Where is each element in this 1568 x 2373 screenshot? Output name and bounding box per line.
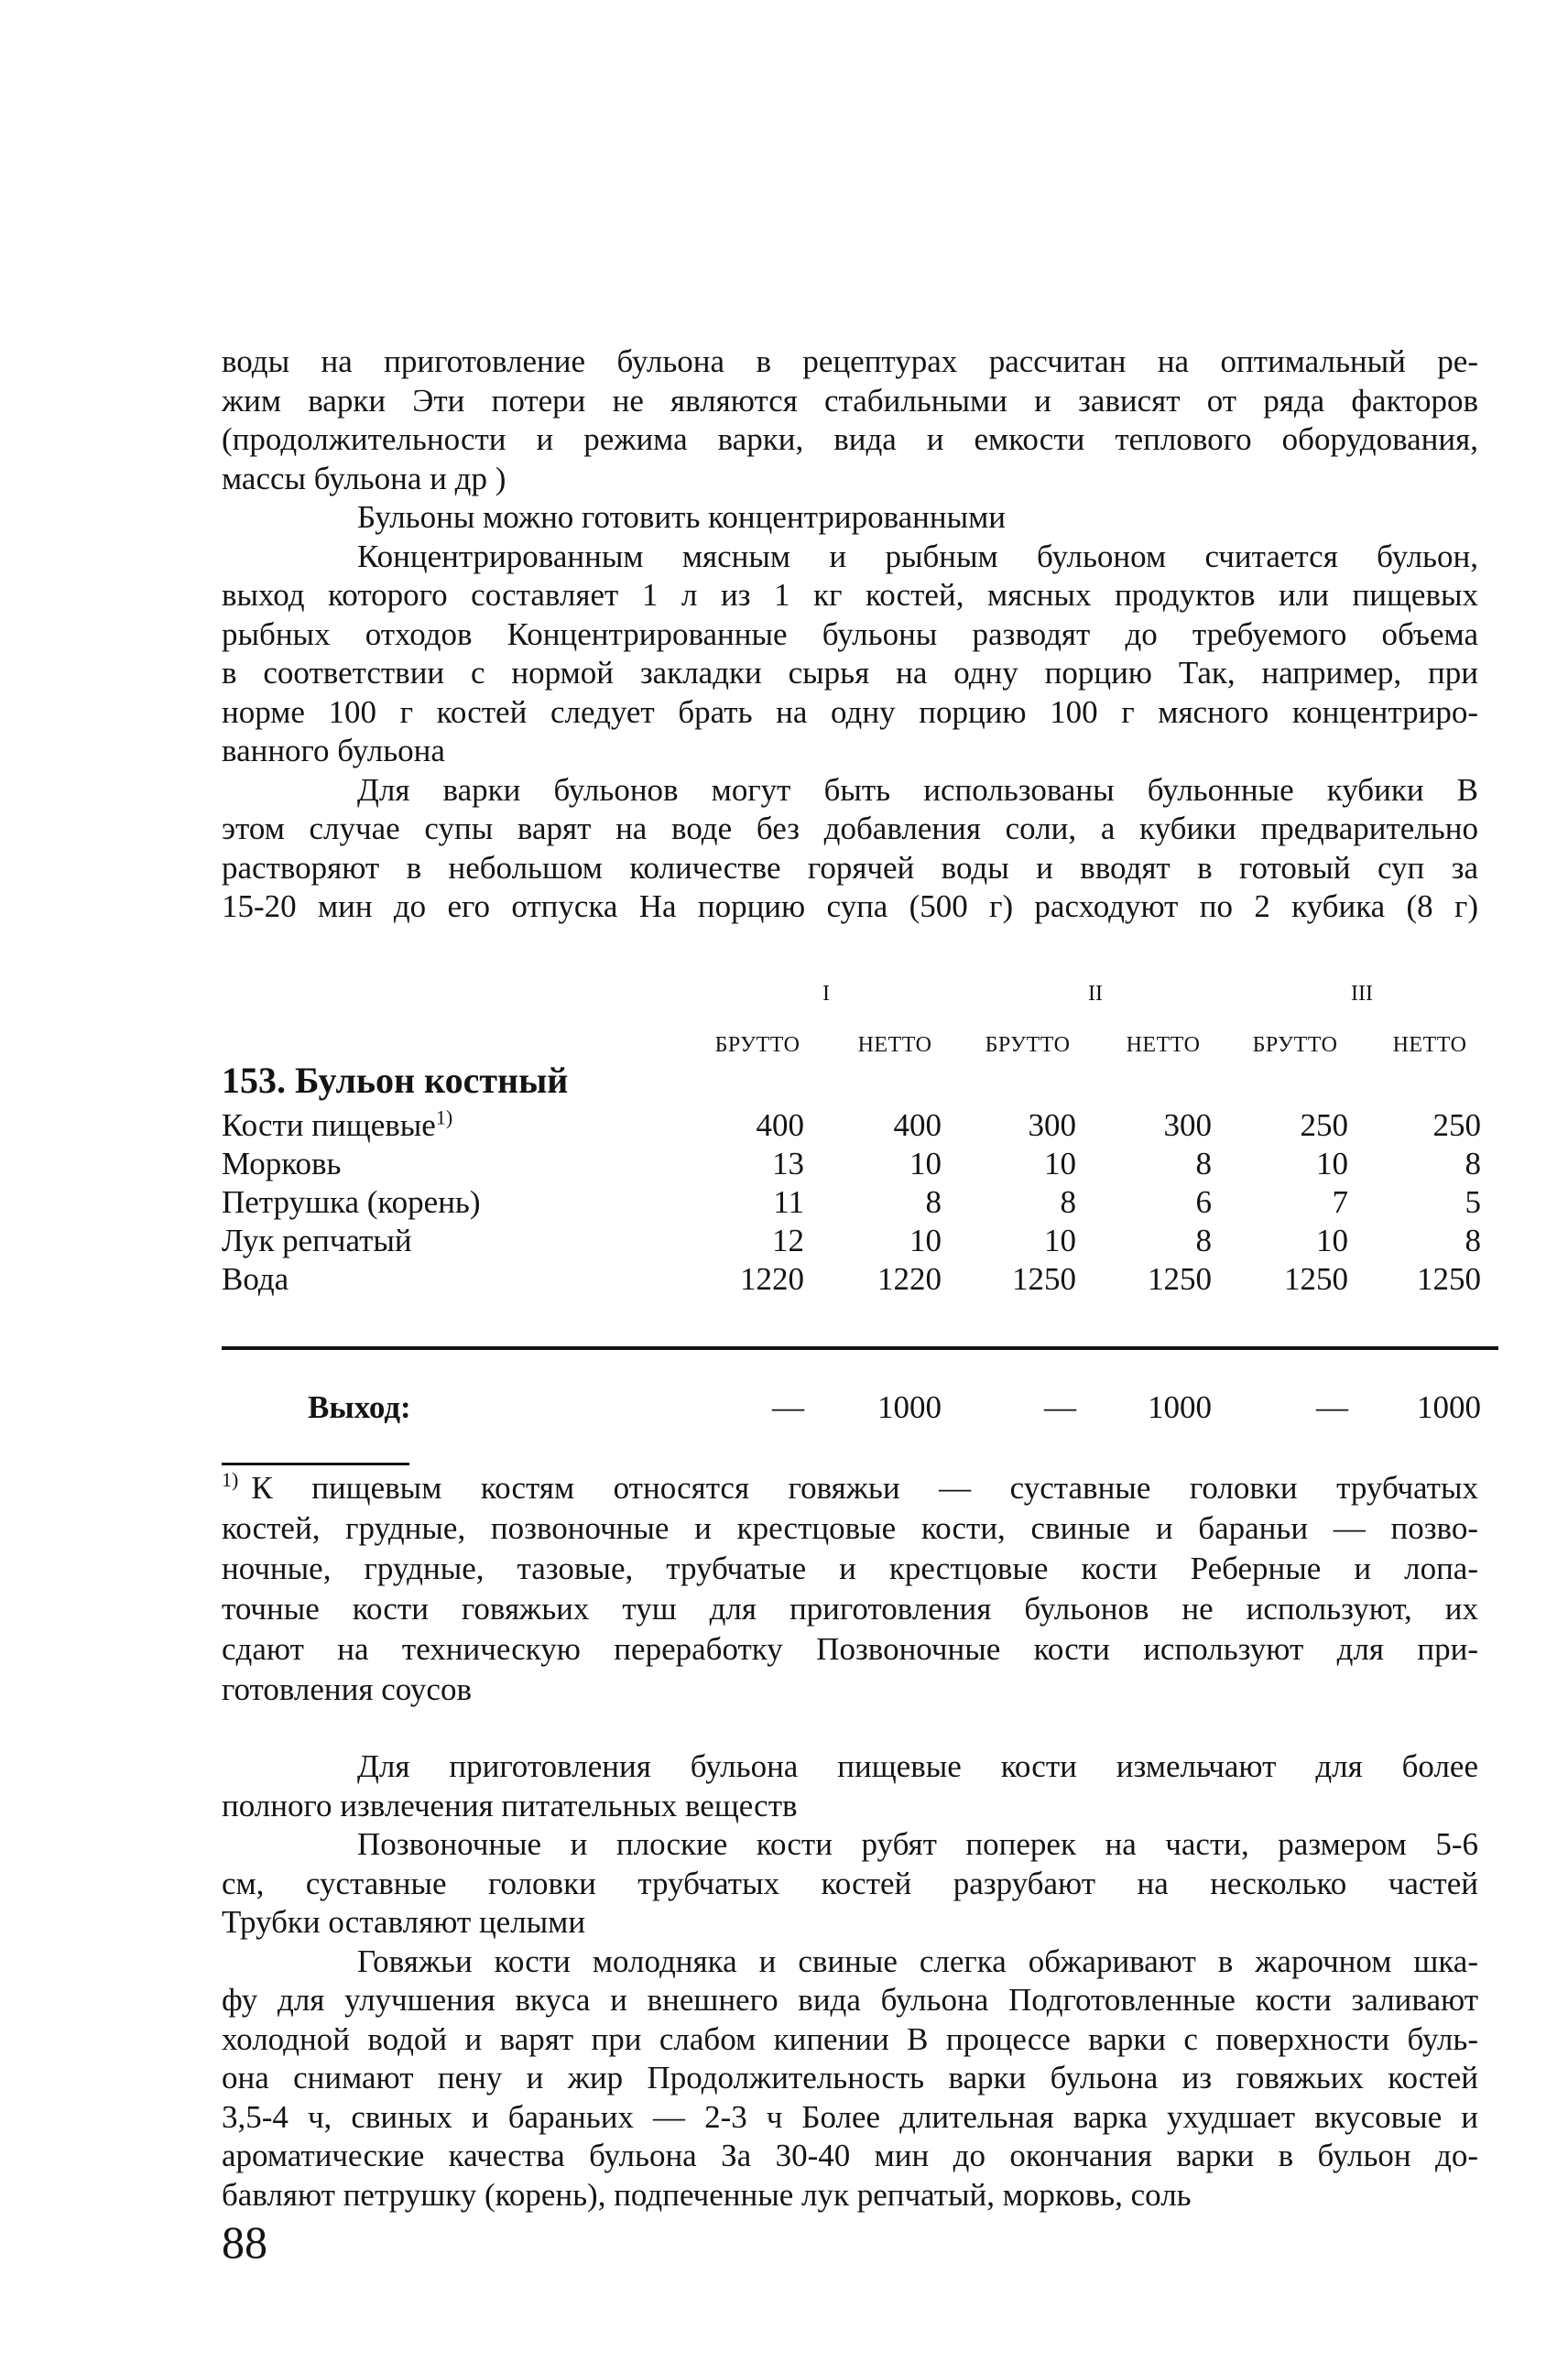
ingredient-name: Кости пищевые$^{1)}$ (222, 1105, 453, 1143)
column-group-iii: III (1351, 982, 1373, 1006)
text-line: полного извлечения питательных веществ (222, 1787, 798, 1823)
text-line: 3,5-4 ч, свиных и бараньих — 2-3 ч Более длительная варка ухудшает вкусовые и (222, 2098, 1478, 2135)
footnote-marker: 1) (435, 1105, 453, 1129)
table-cell: 10 (909, 1146, 942, 1181)
table-cell: 250 (1300, 1107, 1348, 1143)
ingredient-name: Петрушка (корень) (222, 1184, 481, 1220)
text-line: норме 100 г костей следует брать на одну порцию 100 г мясного концентриро- (222, 693, 1478, 730)
text-line: массы бульона и др ) (222, 460, 506, 496)
table-cell: 1250 (1148, 1261, 1212, 1297)
column-header-brutto: БРУТТО (714, 1033, 800, 1057)
table-cell: 5 (1465, 1184, 1481, 1220)
table-cell: 10 (1044, 1223, 1076, 1258)
yield-label: Выход: (308, 1389, 411, 1425)
text-line: Концентрированным мясным и рыбным бульоном считается бульон, (357, 538, 1478, 574)
column-group-i: I (822, 982, 830, 1006)
text-line: воды на приготовление бульона в рецептурах рассчитан на оптимальный ре- (222, 343, 1478, 379)
page-number: 88 (222, 2216, 267, 2268)
text-line: ночные, грудные, тазовые, трубчатые и крестцовые кости Реберные и лопа- (222, 1551, 1478, 1586)
yield-cell: 1000 (1417, 1389, 1481, 1425)
table-cell: 1220 (877, 1261, 942, 1297)
footnote-rule (222, 1463, 409, 1465)
text-line: ванного бульона (222, 733, 445, 768)
table-cell: 6 (1195, 1184, 1212, 1220)
text-line: Бульоны можно готовить концентрированными (357, 499, 1007, 535)
intro-text (222, 343, 1478, 927)
table-cell: 10 (1316, 1223, 1348, 1258)
table-cell: 1250 (1417, 1261, 1481, 1297)
table-cell: 300 (1028, 1107, 1076, 1143)
text-line: этом случае супы варят на воде без добавления соли, а кубики предварительно (222, 811, 1478, 846)
table-cell: 400 (756, 1107, 804, 1143)
footnote (222, 1468, 1478, 1710)
table-cell: 8 (925, 1184, 942, 1220)
text-line: бавляют петрушку (корень), подпеченные лук репчатый, морковь, соль (222, 2176, 1192, 2213)
text-line: растворяют в небольшом количестве горячей воды и вводят в готовый суп за (222, 849, 1478, 886)
text-line: ароматические качества бульона За 30-40 мин до окончания варки в бульон до- (222, 2138, 1478, 2173)
text-line: холодной водой и варят при слабом кипении В процессе варки с поверхности буль- (222, 2020, 1478, 2057)
text-line: сдают на техническую переработку Позвоночные кости используют для при- (222, 1631, 1478, 1667)
table-cell: 7 (1332, 1184, 1348, 1220)
table-cell: 8 (1195, 1146, 1212, 1181)
text-line: Для варки бульонов могут быть использованы бульонные кубики В (357, 771, 1478, 808)
yield-cell: — (1044, 1389, 1076, 1425)
table-cell: 8 (1195, 1223, 1212, 1258)
table-cell: 8 (1060, 1184, 1076, 1220)
column-header-brutto: БРУТТО (985, 1033, 1071, 1057)
table-cell: 10 (1316, 1146, 1348, 1181)
table-cell: 8 (1465, 1223, 1481, 1258)
table-cell: 13 (772, 1146, 804, 1181)
column-group-ii: II (1088, 982, 1103, 1006)
table-cell: 10 (1044, 1146, 1076, 1181)
text-line: $^{1)}$ К пищевым костям относятся говяжьи — суставные головки трубчатых (222, 1468, 1478, 1506)
table-divider (222, 1346, 1498, 1350)
text-line: выход которого составляет 1 л из 1 кг костей, мясных продуктов или пищевых (222, 577, 1478, 613)
text-line: костей, грудные, позвоночные и крестцовые кости, свиные и бараньи — позво- (222, 1510, 1478, 1546)
ingredient-name: Морковь (222, 1146, 342, 1181)
yield-cell: — (1316, 1389, 1348, 1425)
text-line: готовления соусов (222, 1671, 472, 1707)
table-cell: 8 (1465, 1146, 1481, 1181)
recipe-title: 153. Бульон костный (222, 1060, 569, 1101)
text-line: рыбных отходов Концентрированные бульоны разводят до требуемого объема (222, 615, 1478, 652)
ingredient-name: Вода (222, 1261, 289, 1297)
text-line: точные кости говяжьих туш для приготовления бульонов не используют, их (222, 1591, 1478, 1627)
yield-cell: — (772, 1389, 804, 1425)
text-line: в соответствии с нормой закладки сырья на одну порцию Так, например, при (222, 655, 1478, 691)
table-cell: 250 (1432, 1107, 1481, 1143)
text-line: она снимают пену и жир Продолжительность варки бульона из говяжьих костей (222, 2060, 1478, 2095)
table-cell: 10 (909, 1223, 942, 1258)
yield-cell: 1000 (877, 1389, 942, 1425)
text-line: Для приготовления бульона пищевые кости измельчают для более (357, 1748, 1478, 1784)
table-cell: 11 (773, 1184, 804, 1220)
text-line: (продолжительности и режима варки, вида и емкости теплового оборудования, (222, 421, 1478, 457)
column-header-netto: НЕТТО (1392, 1033, 1467, 1057)
yield-cell: 1000 (1148, 1389, 1212, 1425)
column-header-netto: НЕТТО (857, 1033, 932, 1057)
text-line: 15-20 мин до его отпуска На порцию супа (500 г) расходуют по 2 кубика (8 г) (222, 888, 1478, 924)
table-cell: 400 (893, 1107, 942, 1143)
ingredient-name: Лук репчатый (222, 1223, 412, 1258)
text-line: Позвоночные и плоские кости рубят поперек на части, размером 5-6 (357, 1826, 1478, 1862)
footnote-marker: 1) (222, 1468, 239, 1492)
table-cell: 12 (772, 1223, 804, 1258)
text-line: Говяжьи кости молодняка и свиные слегка обжаривают в жарочном шка- (357, 1943, 1478, 1979)
text-line: см, суставные головки трубчатых костей разрубают на несколько частей (222, 1865, 1478, 1901)
text-line: жим варки Эти потери не являются стабильными и зависят от ряда факторов (222, 382, 1478, 419)
text-line: фу для улучшения вкуса и внешнего вида бульона Подготовленные кости заливают (222, 1982, 1478, 2018)
body-text (222, 1747, 1478, 2215)
table-cell: 300 (1163, 1107, 1212, 1143)
column-header-brutto: БРУТТО (1252, 1033, 1338, 1057)
table-cell: 1220 (740, 1261, 804, 1297)
column-header-netto: НЕТТО (1126, 1033, 1201, 1057)
table-cell: 1250 (1284, 1261, 1348, 1297)
text-line: Трубки оставляют целыми (222, 1904, 586, 1940)
table-cell: 1250 (1012, 1261, 1076, 1297)
